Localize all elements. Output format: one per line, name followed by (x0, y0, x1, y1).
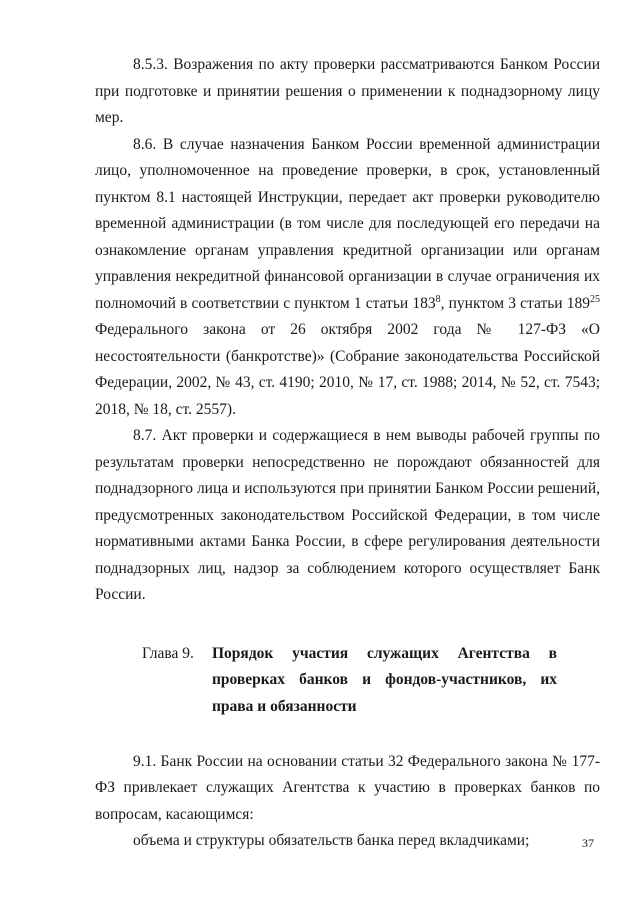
paragraph-9-1: 9.1. Банк России на основании статьи 32 Федерального закона № 177-ФЗ привлекает служащих Агентства к участию в проверках банков по вопросам, касающимся: (95, 752, 600, 823)
chapter-heading (95, 641, 600, 721)
paragraph-8-6 (95, 132, 600, 424)
footnote-superscript: 8 (435, 293, 441, 305)
list-item: объема и структуры обязательств банка перед вкладчиками; (133, 832, 530, 849)
document-page (95, 52, 600, 855)
chapter-number: Глава 9. (142, 644, 194, 662)
paragraph-8-6-mid: , пунктом 3 статьи 189 (440, 294, 590, 312)
paragraph-8-5-3: 8.5.3. Возражения по акту проверки рассматриваются Банком России при подготовке и принятии решения о применении к поднадзорному лицу мер. (95, 56, 600, 126)
paragraph-8-7: 8.7. Акт проверки и содержащиеся в нем выводы рабочей группы по результатам проверки непосредственно не порождают обязанностей для поднадзорного лица и используются при принятии Банком России решений, предусмотренных законодательством Российской Федерации, в том числе нормативными актами Банка России, в сфере регулирования деятельности поднадзорных лиц, надзор за соблюдением которого осуществляет Банк России. (95, 427, 600, 603)
footnote-superscript: 25 (590, 293, 600, 305)
page-number: 37 (582, 836, 594, 850)
chapter-title: Порядок участия служащих Агентства в проверках банков и фондов-участников, их права и обязанности (212, 644, 557, 715)
paragraph-8-6-text: 8.6. В случае назначения Банком России временной администрации лицо, уполномоченное на проведение проверки, в срок, установленный пунктом 8.1 настоящей Инструкции, передает акт проверки руководителю временной администрации (в том числе для последующей его передачи на ознакомление органам управления кредитной организации или органам управления некредитной финансовой организации в случае ограничения их полномочий в соответствии с пунктом 1 статьи 183 (95, 135, 600, 312)
paragraph-8-6-end: Федерального закона от 26 октября 2002 года № 127-ФЗ «О несостоятельности (банкротстве)» (Собрание законодательства Российской Федерации, 2002, № 43, ст. 4190; 2010, № 17, ст. 1988; 2014, № 52, ст. 7543; 2018, № 18, ст. 2557). (95, 321, 600, 418)
